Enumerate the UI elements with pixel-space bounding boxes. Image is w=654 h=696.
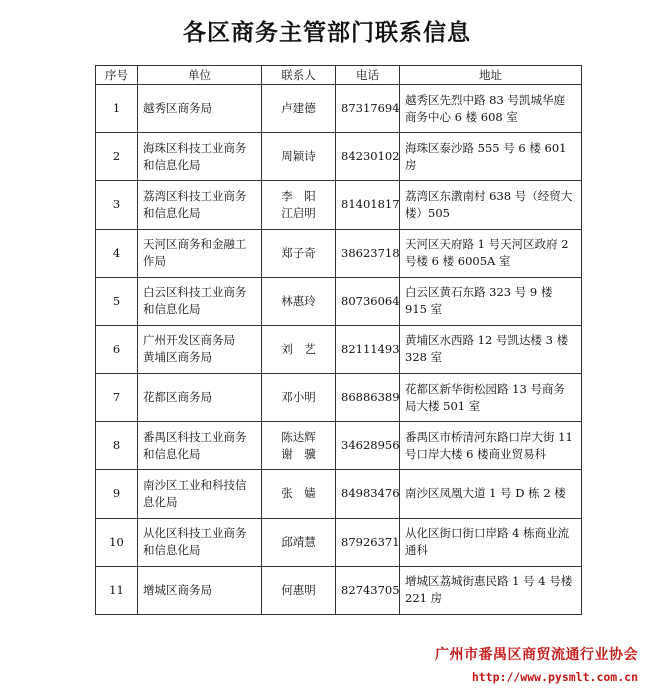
row-number: 4 [96, 229, 138, 277]
row-unit: 荔湾区科技工业商务和信息化局 [138, 181, 262, 229]
row-unit: 从化区科技工业商务和信息化局 [138, 518, 262, 566]
table-header-row [96, 66, 582, 85]
row-phone: 84983476 [336, 470, 400, 518]
row-number: 8 [96, 422, 138, 470]
row-address: 增城区荔城街惠民路 1 号 4 号楼 221 房 [400, 566, 582, 614]
row-phone: 87926371 [336, 518, 400, 566]
row-address: 从化区街口街口岸路 4 栋商业流通科 [400, 518, 582, 566]
row-phone: 34628956 [336, 422, 400, 470]
row-contact: 邓小明 [262, 374, 336, 422]
row-unit: 白云区科技工业商务和信息化局 [138, 277, 262, 325]
row-number: 11 [96, 566, 138, 614]
row-contact: 刘 艺 [262, 325, 336, 373]
row-phone: 87317694 [336, 85, 400, 133]
row-number: 2 [96, 133, 138, 181]
row-address: 海珠区泰沙路 555 号 6 楼 601 房 [400, 133, 582, 181]
row-contact: 周颖诗 [262, 133, 336, 181]
table-row [96, 518, 582, 566]
row-address: 荔湾区东漖南村 638 号（经贸大楼）505 [400, 181, 582, 229]
table-row [96, 422, 582, 470]
row-contact: 邱靖慧 [262, 518, 336, 566]
row-unit: 花都区商务局 [138, 374, 262, 422]
row-phone: 84230102 [336, 133, 400, 181]
row-phone: 82111493 [336, 325, 400, 373]
table-row [96, 85, 582, 133]
contacts-table [95, 65, 582, 615]
row-phone: 86886389 [336, 374, 400, 422]
row-address: 黄埔区水西路 12 号凯达楼 3 楼 328 室 [400, 325, 582, 373]
table-row [96, 277, 582, 325]
row-phone: 38623718 [336, 229, 400, 277]
header-no: 序号 [96, 66, 138, 85]
row-address: 南沙区凤凰大道 1 号 D 栋 2 楼 [400, 470, 582, 518]
row-phone: 80736064 [336, 277, 400, 325]
row-unit: 番禺区科技工业商务和信息化局 [138, 422, 262, 470]
row-unit: 南沙区工业和科技信息化局 [138, 470, 262, 518]
table-row [96, 229, 582, 277]
footer-url: http://www.pysmlt.com.cn [471, 670, 638, 684]
row-unit: 广州开发区商务局 黄埔区商务局 [138, 325, 262, 373]
row-contact: 张 嫱 [262, 470, 336, 518]
row-phone: 81401817 [336, 181, 400, 229]
row-contact: 卢建德 [262, 85, 336, 133]
row-unit: 天河区商务和金融工作局 [138, 229, 262, 277]
row-unit: 越秀区商务局 [138, 85, 262, 133]
header-address: 地址 [400, 66, 582, 85]
row-number: 5 [96, 277, 138, 325]
footer-organization: 广州市番禺区商贸流通行业协会 [435, 647, 638, 663]
row-number: 6 [96, 325, 138, 373]
header-unit: 单位 [138, 66, 262, 85]
row-number: 7 [96, 374, 138, 422]
row-contact: 郑子奇 [262, 229, 336, 277]
header-phone: 电话 [336, 66, 400, 85]
table-row [96, 566, 582, 614]
row-contact: 林惠玲 [262, 277, 336, 325]
row-unit: 增城区商务局 [138, 566, 262, 614]
row-address: 番禺区市桥清河东路口岸大街 11 号口岸大楼 6 楼商业贸易科 [400, 422, 582, 470]
row-contact: 何惠明 [262, 566, 336, 614]
row-unit: 海珠区科技工业商务和信息化局 [138, 133, 262, 181]
table-row [96, 325, 582, 373]
row-number: 10 [96, 518, 138, 566]
table-row [96, 374, 582, 422]
row-address: 白云区黄石东路 323 号 9 楼 915 室 [400, 277, 582, 325]
row-address: 天河区天府路 1 号天河区政府 2 号楼 6 楼 6005A 室 [400, 229, 582, 277]
row-phone: 82743705 [336, 566, 400, 614]
page-title: 各区商务主管部门联系信息 [183, 20, 471, 46]
table-body [96, 85, 582, 615]
row-contact: 陈达辉 谢 骥 [262, 422, 336, 470]
table-row [96, 181, 582, 229]
row-number: 1 [96, 85, 138, 133]
row-number: 3 [96, 181, 138, 229]
table-row [96, 133, 582, 181]
row-address: 花都区新华街松园路 13 号商务局大楼 501 室 [400, 374, 582, 422]
row-contact: 李 阳 江启明 [262, 181, 336, 229]
header-contact: 联系人 [262, 66, 336, 85]
table-row [96, 470, 582, 518]
row-number: 9 [96, 470, 138, 518]
row-address: 越秀区先烈中路 83 号凯城华庭商务中心 6 楼 608 室 [400, 85, 582, 133]
